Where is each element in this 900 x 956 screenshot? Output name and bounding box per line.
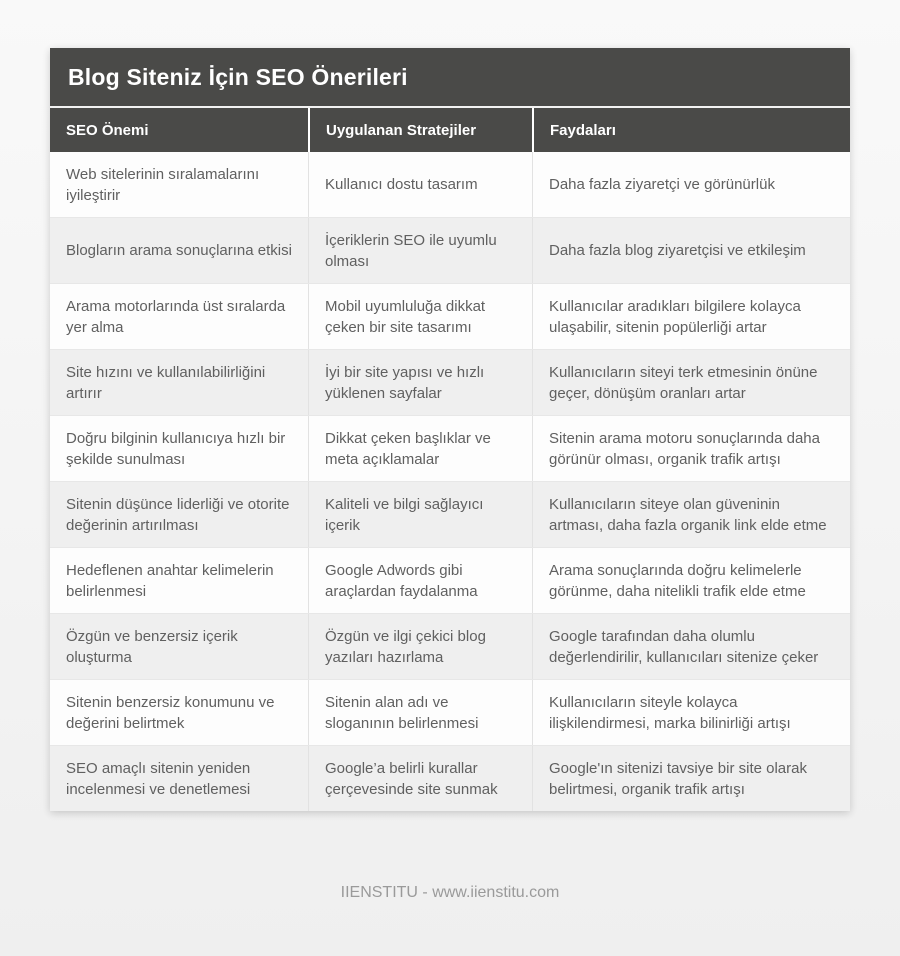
table-cell: Kullanıcı dostu tasarım	[308, 152, 532, 217]
table-row	[50, 679, 850, 745]
table-cell: Kullanıcılar aradıkları bilgilere kolayca ulaşabilir, sitenin popülerliği artar	[532, 284, 850, 349]
table-cell: Özgün ve ilgi çekici blog yazıları hazırlama	[308, 614, 532, 679]
table-row	[50, 152, 850, 217]
table-header-row	[50, 108, 850, 152]
table-cell: Kullanıcıların siteyle kolayca ilişkilendirmesi, marka bilinirliği artışı	[532, 680, 850, 745]
table-title-bar	[50, 48, 850, 108]
table-cell: İçeriklerin SEO ile uyumlu olması	[308, 218, 532, 283]
table-cell: Daha fazla ziyaretçi ve görünürlük	[532, 152, 850, 217]
footer-credit: IIENSTITU - www.iienstitu.com	[340, 884, 560, 901]
table-cell: Site hızını ve kullanılabilirliğini artırır	[66, 363, 266, 402]
table-cell: İyi bir site yapısı ve hızlı yüklenen sayfalar	[308, 350, 532, 415]
table-cell: Sitenin alan adı ve sloganının belirlenmesi	[308, 680, 532, 745]
table-cell: Sitenin benzersiz konumunu ve değerini belirtmek	[66, 693, 275, 732]
table-cell: SEO amaçlı sitenin yeniden incelenmesi ve denetlemesi	[66, 759, 251, 798]
table-cell: Google’a belirli kurallar çerçevesinde site sunmak	[308, 746, 532, 811]
table-cell: Özgün ve benzersiz içerik oluşturma	[66, 627, 238, 666]
table-cell: Dikkat çeken başlıklar ve meta açıklamalar	[308, 416, 532, 481]
table-cell: Sitenin arama motoru sonuçlarında daha görünür olması, organik trafik artışı	[532, 416, 850, 481]
table-cell: Kullanıcıların siteye olan güveninin artması, daha fazla organik link elde etme	[532, 482, 850, 547]
column-header-faydalari: Faydaları	[532, 108, 850, 152]
table-body	[50, 152, 850, 811]
column-header-uygulanan-stratejiler: Uygulanan Stratejiler	[308, 108, 532, 152]
table-row	[50, 349, 850, 415]
table-cell: Google Adwords gibi araçlardan faydalanma	[308, 548, 532, 613]
table-cell: Web sitelerinin sıralamalarını iyileştirir	[66, 165, 260, 204]
table-row	[50, 481, 850, 547]
column-header-seo-onemi: SEO Önemi	[66, 121, 149, 139]
table-cell: Blogların arama sonuçlarına etkisi	[66, 242, 292, 259]
table-cell: Arama sonuçlarında doğru kelimelerle görünme, daha nitelikli trafik elde etme	[532, 548, 850, 613]
table-row	[50, 217, 850, 283]
table-cell: Hedeflenen anahtar kelimelerin belirlenmesi	[66, 561, 274, 600]
table-row	[50, 547, 850, 613]
table-row	[50, 613, 850, 679]
footer	[50, 884, 850, 902]
table-cell: Daha fazla blog ziyaretçisi ve etkileşim	[532, 218, 850, 283]
table-cell: Sitenin düşünce liderliği ve otorite değerinin artırılması	[66, 495, 290, 534]
table-cell: Mobil uyumluluğa dikkat çeken bir site tasarımı	[308, 284, 532, 349]
table-cell: Google tarafından daha olumlu değerlendirilir, kullanıcıları sitenize çeker	[532, 614, 850, 679]
table-cell: Google'ın sitenizi tavsiye bir site olarak belirtmesi, organik trafik artışı	[532, 746, 850, 811]
seo-table-card	[50, 48, 850, 811]
table-row	[50, 745, 850, 811]
table-cell: Arama motorlarında üst sıralarda yer alma	[66, 297, 286, 336]
table-cell: Kullanıcıların siteyi terk etmesinin önüne geçer, dönüşüm oranları artar	[532, 350, 850, 415]
table-cell: Kaliteli ve bilgi sağlayıcı içerik	[308, 482, 532, 547]
table-cell: Doğru bilginin kullanıcıya hızlı bir şekilde sunulması	[66, 429, 286, 468]
page-title: Blog Siteniz İçin SEO Önerileri	[68, 63, 408, 90]
table-row	[50, 415, 850, 481]
table-row	[50, 283, 850, 349]
